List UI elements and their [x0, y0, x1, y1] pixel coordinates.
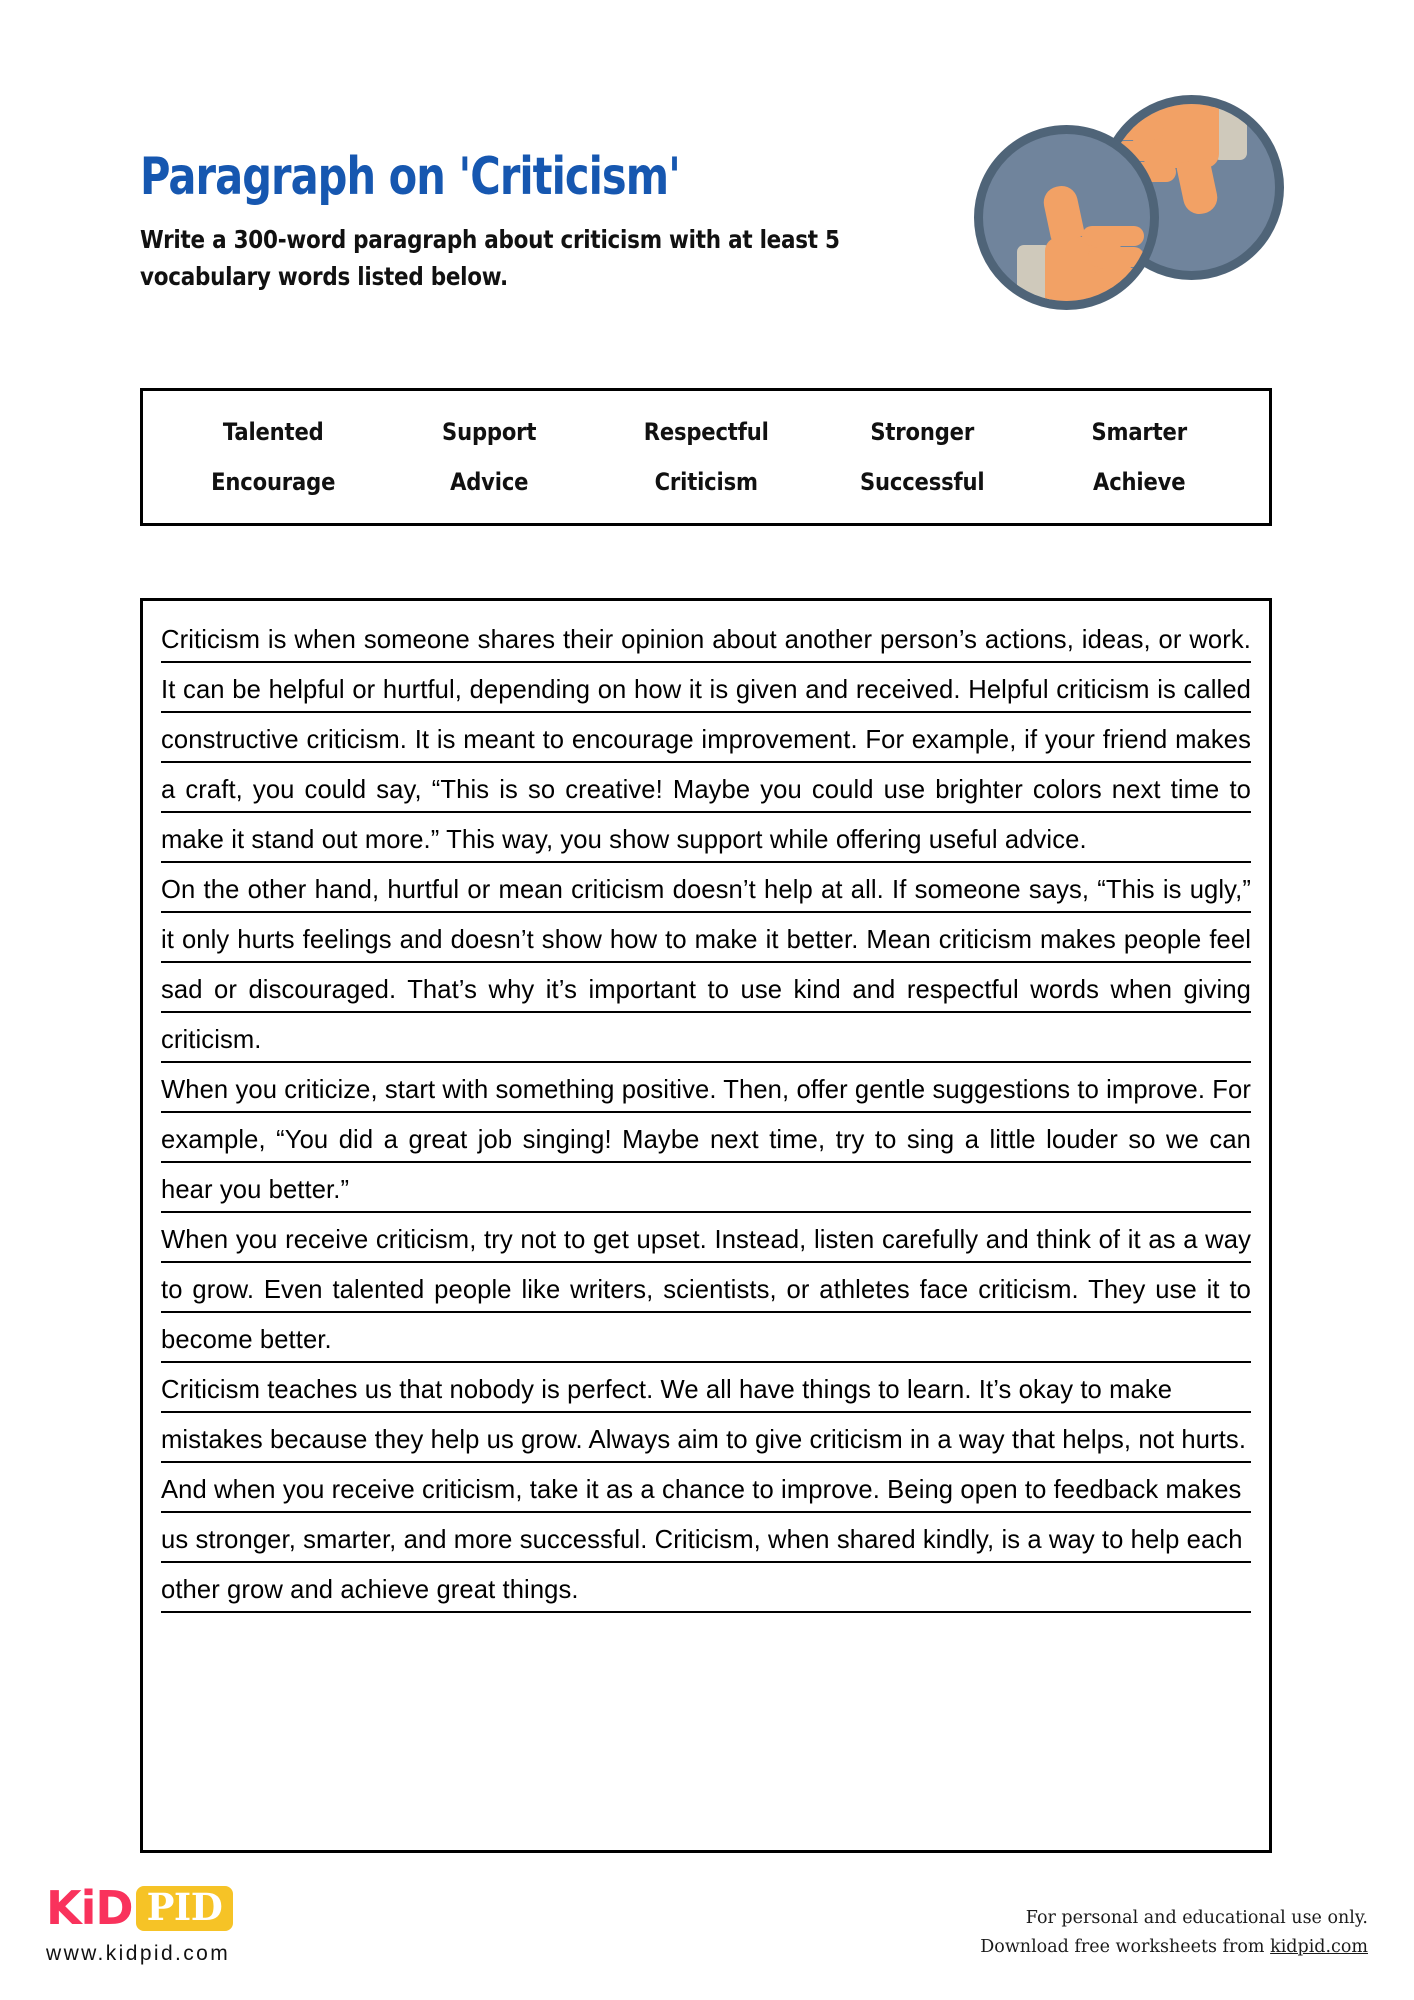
- answer-box[interactable]: [140, 598, 1272, 1853]
- thumbs-up-finger-1: [1082, 226, 1144, 246]
- vocabulary-word: Respectful: [643, 418, 769, 446]
- vocabulary-box: [140, 388, 1272, 526]
- thumbs-up-finger-2: [1088, 247, 1144, 267]
- footer-note-line-2: [980, 1933, 1368, 1962]
- answer-paragraph: Criticism is when someone shares their opinion about another person’s actions, ideas, or work. It can be helpful or hurtful, depending on how it is given and received. Helpful criticism is called constructive criticism. It is meant to encourage improvement. For example, if your friend makes a craft, you could say, “This is so creative! Maybe you could use brighter colors next time to make it stand out more.” This way, you show support while offering useful advice.: [161, 626, 1251, 854]
- vocabulary-word: Successful: [860, 468, 985, 496]
- vocabulary-word: Advice: [450, 468, 529, 496]
- logo-pid-text: PID: [136, 1886, 234, 1931]
- vocabulary-word: Support: [442, 418, 537, 446]
- page-title: Paragraph on 'Criticism': [140, 147, 680, 207]
- thumbs-down-finger-3: [1114, 120, 1164, 140]
- thumbs-up-icon: [974, 125, 1159, 310]
- footer-note-line-1: For personal and educational use only.: [1025, 1908, 1368, 1929]
- answer-paragraph: On the other hand, hurtful or mean criticism doesn’t help at all. If someone says, “This is ugly,” it only hurts feelings and doesn’t show how to make it better. Mean criticism makes people feel sad or discouraged. That’s why it’s important to use kind and respectful words when giving criticism.: [161, 876, 1251, 1054]
- answer-text[interactable]: [161, 615, 1251, 1615]
- thumbs-illustration: [974, 95, 1284, 310]
- logo-kid-text: KiD: [46, 1881, 133, 1935]
- footer-download-link[interactable]: kidpid.com: [1270, 1937, 1368, 1958]
- vocabulary-row-1: [165, 407, 1247, 457]
- vocabulary-word: Encourage: [211, 468, 336, 496]
- vocabulary-word: Talented: [222, 418, 324, 446]
- logo-mark: [46, 1881, 233, 1935]
- vocabulary-row-2: [165, 457, 1247, 507]
- thumbs-down-thumb: [1176, 157, 1220, 217]
- vocabulary-word: Stronger: [870, 418, 975, 446]
- logo-website-url[interactable]: www.kidpid.com: [46, 1942, 231, 1965]
- thumbs-up-finger-3: [1094, 268, 1144, 288]
- page-footer: [0, 1855, 1414, 2000]
- thumbs-up-thumb: [1041, 183, 1085, 243]
- footer-note-prefix: Download free worksheets from: [980, 1937, 1271, 1958]
- answer-paragraph: When you receive criticism, try not to get upset. Instead, listen carefully and think of it as a way to grow. Even talented people like writers, scientists, or athletes face criticism. They use it to become better.: [161, 1226, 1251, 1354]
- footer-note: [980, 1904, 1368, 1962]
- vocabulary-word: Achieve: [1092, 468, 1185, 496]
- answer-paragraph: When you criticize, start with something positive. Then, offer gentle suggestions to improve. For example, “You did a great job singing! Maybe next time, try to sing a little louder so we can hear you better.”: [161, 1076, 1251, 1204]
- kidpid-logo[interactable]: [46, 1881, 233, 1966]
- instructions-text: Write a 300-word paragraph about criticism with at least 5 vocabulary words listed below.: [140, 224, 840, 292]
- vocabulary-word: Criticism: [654, 468, 758, 496]
- answer-paragraph: Criticism teaches us that nobody is perfect. We all have things to learn. It’s okay to make mistakes because they help us grow. Always aim to give criticism in a way that helps, not hurts. And when you receive criticism, take it as a chance to improve. Being open to feedback makes us stronger, smarter, and more successful. Criticism, when shared kindly, is a way to help each other grow and achieve great things.: [161, 1376, 1247, 1604]
- vocabulary-word: Smarter: [1091, 418, 1187, 446]
